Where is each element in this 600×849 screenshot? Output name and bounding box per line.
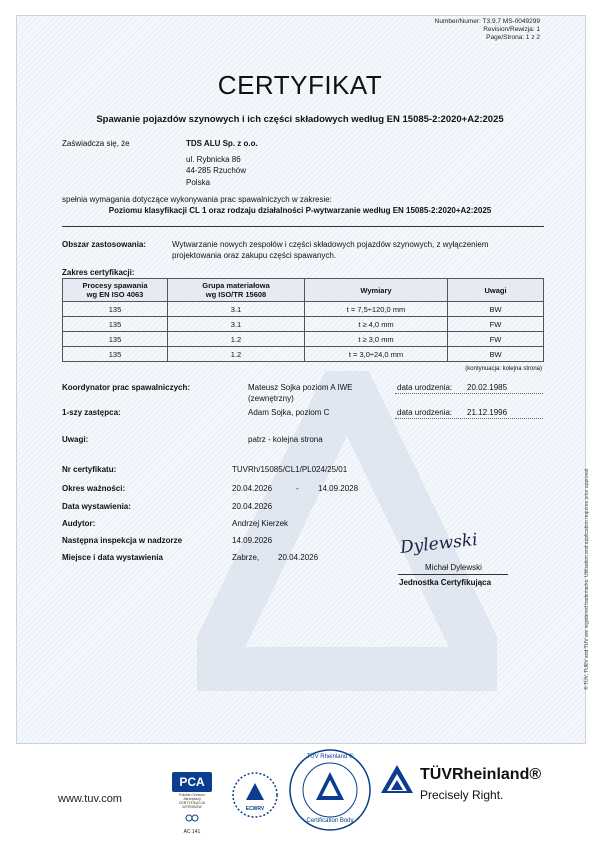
remarks-label: Uwagi:: [62, 435, 89, 444]
certificate-subtitle: Spawanie pojazdów szynowych i ich części składowych według EN 15085-2:2020+A2:2025: [96, 114, 504, 125]
document-page: Page/Strona: 1 z 2: [486, 34, 540, 41]
application-line-2: projektowania oraz zakupu części spawanych.: [172, 251, 337, 260]
validity-dash: -: [296, 484, 299, 493]
deputy-dob: 21.12.1996: [467, 408, 508, 417]
seal-bottom-text: Certification Body: [306, 818, 354, 824]
footer-url: www.tuv.com: [58, 793, 122, 805]
document-revision: Revision/Rewizja: 1: [483, 26, 540, 33]
column-header-process-text: Procesy spawania wg EN ISO 4063: [82, 281, 148, 299]
document-meta: [380, 18, 540, 42]
cert-number-value: TUVRh/15085/CL1/PL024/25/01: [232, 465, 348, 474]
scope-label: Zakres certyfikacji:: [62, 268, 135, 277]
place-date-value: 20.04.2026: [278, 553, 319, 562]
place-value: Zabrze,: [232, 553, 260, 562]
table-cell: 135: [63, 347, 168, 362]
pca-rings-icon: [185, 814, 199, 822]
coordinator-label: Koordynator prac spawalniczych:: [62, 383, 191, 392]
ecwrv-text: ECWRV: [245, 806, 265, 812]
remarks-value: patrz - kolejna strona: [248, 435, 323, 444]
validity-label: Okres ważności:: [62, 484, 126, 493]
classification-line: Poziomu klasyfikacji CL 1 oraz rodzaju działalności P-wytwarzanie według EN 15085-2:2020+A2:2025: [108, 206, 492, 215]
table-cell: t ≥ 3,0 mm: [305, 332, 448, 347]
brand-slogan: Precisely Right.: [420, 788, 504, 802]
application-line-1: Wytwarzanie nowych zespołów i części składowych pojazdów szynowych, z wyłączeniem: [172, 240, 489, 249]
company-city: 44-285 Rzuchów: [186, 166, 247, 175]
certificate-title: CERTYFIKAT: [217, 70, 383, 100]
table-cell: 3.1: [168, 302, 305, 317]
signature-script: Dylewski: [399, 529, 479, 559]
table-cell: BW: [448, 347, 544, 362]
table-cell: t ≥ 4,0 mm: [305, 317, 448, 332]
table-row: [63, 332, 544, 347]
validity-to: 14.09.2028: [318, 484, 359, 493]
table-cell: BW: [448, 302, 544, 317]
validity-from: 20.04.2026: [232, 484, 273, 493]
tuv-watermark-triangle: [197, 371, 497, 691]
table-row: [63, 302, 544, 317]
column-header-material: [168, 279, 305, 302]
pca-subtitle: Polskie Centrum Akredytacji: [179, 793, 205, 801]
table-row: [63, 347, 544, 362]
dotted-line: [395, 418, 543, 419]
table-cell: 135: [63, 302, 168, 317]
next-inspection-value: 14.09.2026: [232, 536, 273, 545]
column-header-dimensions-text: Wymiary: [360, 285, 392, 295]
table-continuation-note: (kontynuacja: kolejna strona): [465, 366, 542, 372]
divider: [62, 226, 544, 227]
auditor-label: Audytor:: [62, 519, 96, 528]
application-label: Obszar zastosowania:: [62, 240, 147, 249]
tuv-certification-seal: [288, 748, 372, 832]
document-number: Number/Numer: T3.9.7 MS-0049299: [434, 18, 540, 25]
cert-number-label: Nr certyfikatu:: [62, 465, 117, 474]
column-header-dimensions: [305, 279, 448, 302]
auditor-value: Andrzej Kierzek: [232, 519, 289, 528]
table-cell: t = 7,5÷120,0 mm: [305, 302, 448, 317]
ecwrv-logo: [230, 770, 280, 820]
dotted-line: [395, 393, 543, 394]
trademark-side-text: ® TÜV, TUEV and TUV are registered trademarks. Utilisation and application requires prior approval.: [584, 467, 590, 690]
ecwrv-ring-icon: [230, 770, 280, 820]
signatory-name: Michał Dylewski: [425, 563, 482, 572]
issue-date-value: 20.04.2026: [232, 502, 273, 511]
column-header-remarks: [448, 279, 544, 302]
issue-date-label: Data wystawienia:: [62, 502, 131, 511]
table-cell: t = 3,0÷24,0 mm: [305, 347, 448, 362]
brand-name: TÜVRheinland®: [420, 766, 542, 783]
coordinator-dob: 20.02.1985: [467, 383, 508, 392]
pca-logo: [172, 772, 212, 835]
table-header-row: [63, 279, 544, 302]
signatory-role: Jednostka Certyfikująca: [399, 578, 492, 587]
pca-logo-mark: PCA: [172, 772, 212, 792]
column-header-remarks-text: Uwagi: [484, 285, 507, 295]
place-date-label: Miejsce i data wystawienia: [62, 553, 163, 562]
seal-top-text: TÜV Rheinland ®: [306, 754, 354, 760]
deputy-dob-label: data urodzenia:: [397, 408, 453, 417]
table-cell: 1.2: [168, 347, 305, 362]
table-row: [63, 317, 544, 332]
certification-scope-table: [62, 278, 544, 362]
table-cell: 135: [63, 317, 168, 332]
company-street: ul. Rybnicka 86: [186, 155, 241, 164]
deputy-value: Adam Sojka, poziom C: [248, 408, 330, 417]
column-header-material-text: Grupa materiałowa wg ISO/TR 15608: [202, 281, 270, 299]
table-cell: 1.2: [168, 332, 305, 347]
table-cell: 3.1: [168, 317, 305, 332]
coordinator-value: Mateusz Sojka poziom A IWE: [248, 383, 353, 392]
tuv-triangle-logo-icon: [380, 764, 414, 794]
company-country: Polska: [186, 178, 211, 187]
attest-label: Zaświadcza się, że: [62, 139, 130, 148]
table-cell: FW: [448, 332, 544, 347]
signature-line: [398, 574, 508, 575]
pca-code: AC 141: [183, 829, 201, 835]
pca-cert-type: CERTYFIKACJA WYROBÓW: [178, 801, 206, 809]
table-cell: 135: [63, 332, 168, 347]
coordinator-dob-label: data urodzenia:: [397, 383, 453, 392]
deputy-label: 1-szy zastępca:: [62, 408, 121, 417]
next-inspection-label: Następna inspekcja w nadzorze: [62, 536, 183, 545]
company-name: TDS ALU Sp. z o.o.: [186, 139, 258, 148]
table-cell: FW: [448, 317, 544, 332]
coordinator-external: (zewnętrzny): [248, 394, 294, 403]
requirements-line: spełnia wymagania dotyczące wykonywania prac spawalniczych w zakresie:: [62, 195, 332, 204]
column-header-process: [63, 279, 168, 302]
